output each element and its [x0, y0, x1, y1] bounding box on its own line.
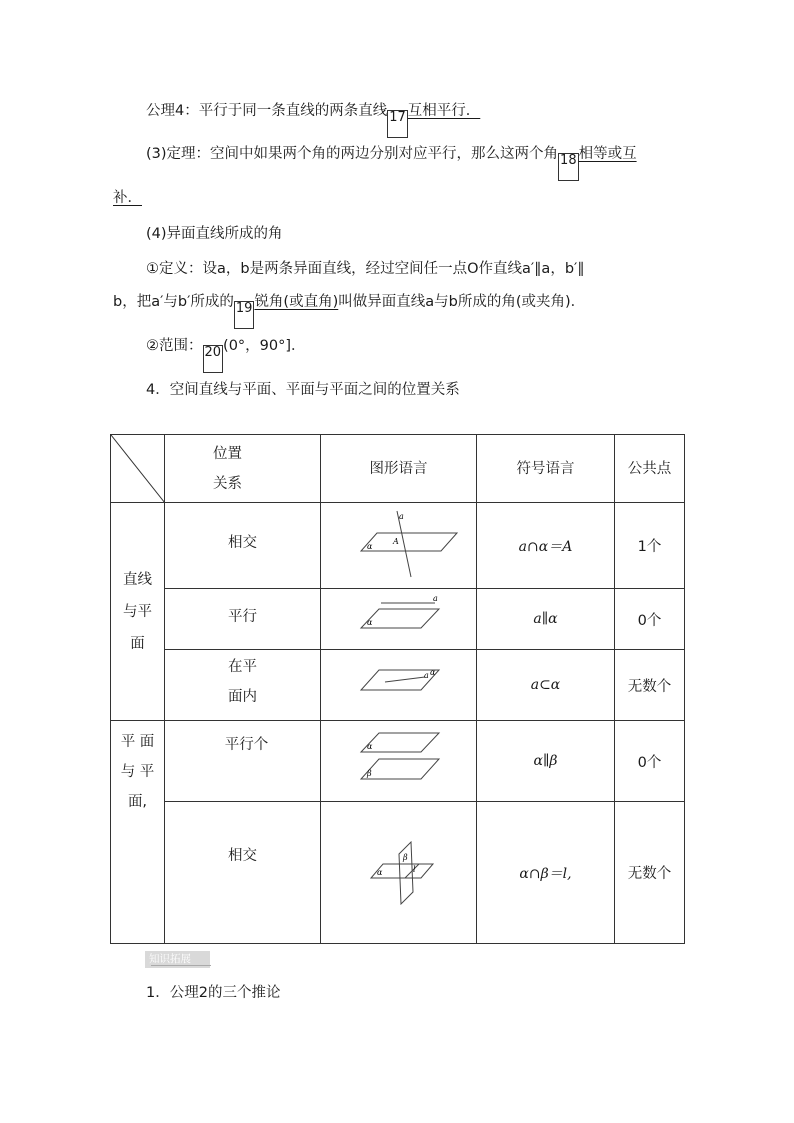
definition-text: b，把a′与b′所成的	[113, 294, 234, 310]
definition-line2	[113, 290, 585, 329]
table-header-row	[111, 435, 685, 503]
header-figure: 图形语言	[321, 435, 477, 503]
symbol-cell: a∥α	[477, 589, 615, 650]
label-beta: β	[367, 769, 372, 778]
axiom4-answer: 互相平行．	[407, 103, 481, 119]
label-A: A	[393, 537, 399, 546]
range-line	[146, 334, 306, 373]
relation-cell: 平行个	[165, 721, 321, 802]
definition-line1: ①定义：设a，b是两条异面直线，经过空间任一点O作直线a′∥a，b′∥	[146, 261, 585, 277]
common-cell: 1个	[615, 503, 685, 589]
label-alpha: α	[430, 668, 436, 677]
blank-number-box: 17	[387, 110, 408, 138]
axiom4-paragraph	[146, 99, 480, 138]
theorem-paragraph	[146, 142, 637, 181]
item-heading: 1．公理2的三个推论	[146, 985, 281, 1001]
planes-parallel-figure	[321, 721, 477, 797]
angle-heading: (4)异面直线所成的角	[146, 226, 283, 242]
table-row	[111, 650, 685, 721]
table-row	[111, 589, 685, 650]
group-label: 面	[130, 635, 145, 652]
corner-cell	[111, 435, 165, 503]
label-a: a	[433, 594, 438, 603]
figure-cell	[321, 589, 477, 650]
relation-table	[110, 434, 685, 944]
blank-number-box: 19	[234, 301, 255, 329]
relation-cell: 相交	[165, 802, 321, 944]
label-a: a	[399, 512, 404, 521]
label-alpha: α	[367, 618, 373, 627]
group-label: 与 平	[120, 764, 155, 780]
theorem-text: (3)定理：空间中如果两个角的两边分别对应平行，那么这两个角	[146, 146, 559, 162]
header-symbol: 符号语言	[477, 435, 615, 503]
header-common: 公共点	[615, 435, 685, 503]
figure-cell	[321, 503, 477, 589]
group-plane-plane	[111, 721, 165, 944]
header-relation-line2: 关系	[213, 475, 242, 492]
symbol-cell: a∩α＝A	[477, 503, 615, 589]
label-alpha: α	[367, 742, 373, 751]
group-label: 与平	[123, 603, 152, 620]
section-title: 4．空间直线与平面、平面与平面之间的位置关系	[146, 382, 460, 398]
blank-number-box: 20	[203, 345, 224, 373]
header-relation-line1: 位置	[213, 445, 242, 462]
header-relation	[165, 435, 321, 503]
relation-label: 面内	[228, 689, 257, 705]
relation-cell: 平行	[165, 589, 321, 650]
common-cell: 无数个	[615, 802, 685, 944]
theorem-answer: 相等或互	[578, 146, 637, 162]
line-intersects-plane-figure	[321, 503, 477, 584]
knowledge-tag: 知识拓展	[145, 951, 210, 968]
common-cell: 无数个	[615, 650, 685, 721]
group-label: 面,	[127, 794, 148, 810]
label-l: l	[413, 865, 416, 874]
figure-cell	[321, 802, 477, 944]
label-beta: β	[403, 853, 408, 862]
definition-answer: 锐角(或直角)	[254, 294, 339, 310]
group-label: 直线	[123, 571, 152, 588]
range-label: ②范围：	[146, 338, 203, 354]
table-row	[111, 721, 685, 802]
symbol-cell: α∩β＝l,	[477, 802, 615, 944]
group-line-plane	[111, 503, 165, 721]
planes-intersect-figure	[321, 802, 477, 939]
diagonal-line	[111, 435, 165, 503]
axiom4-text: 公理4：平行于同一条直线的两条直线	[146, 103, 388, 119]
relation-cell: 相交	[165, 503, 321, 589]
group-label: 平 面	[120, 734, 155, 750]
label-alpha: α	[377, 868, 383, 877]
relation-label: 在平	[228, 659, 257, 675]
label-alpha: α	[367, 542, 373, 551]
blank-number-box: 18	[558, 153, 579, 181]
symbol-cell: α∥β	[477, 721, 615, 802]
definition-text-tail: 叫做异面直线a与b所成的角(或夹角)．	[338, 294, 586, 310]
common-cell: 0个	[615, 589, 685, 650]
symbol-cell: a⊂α	[477, 650, 615, 721]
line-parallel-plane-figure	[321, 589, 477, 645]
line-in-plane-figure	[321, 650, 477, 716]
table-row	[111, 802, 685, 944]
figure-cell	[321, 650, 477, 721]
common-cell: 0个	[615, 721, 685, 802]
relation-cell	[165, 650, 321, 721]
label-a: a	[424, 671, 429, 680]
figure-cell	[321, 721, 477, 802]
table-row	[111, 503, 685, 589]
range-answer: (0°，90°]．	[223, 338, 306, 354]
theorem-answer-continued: 补．	[113, 190, 142, 206]
